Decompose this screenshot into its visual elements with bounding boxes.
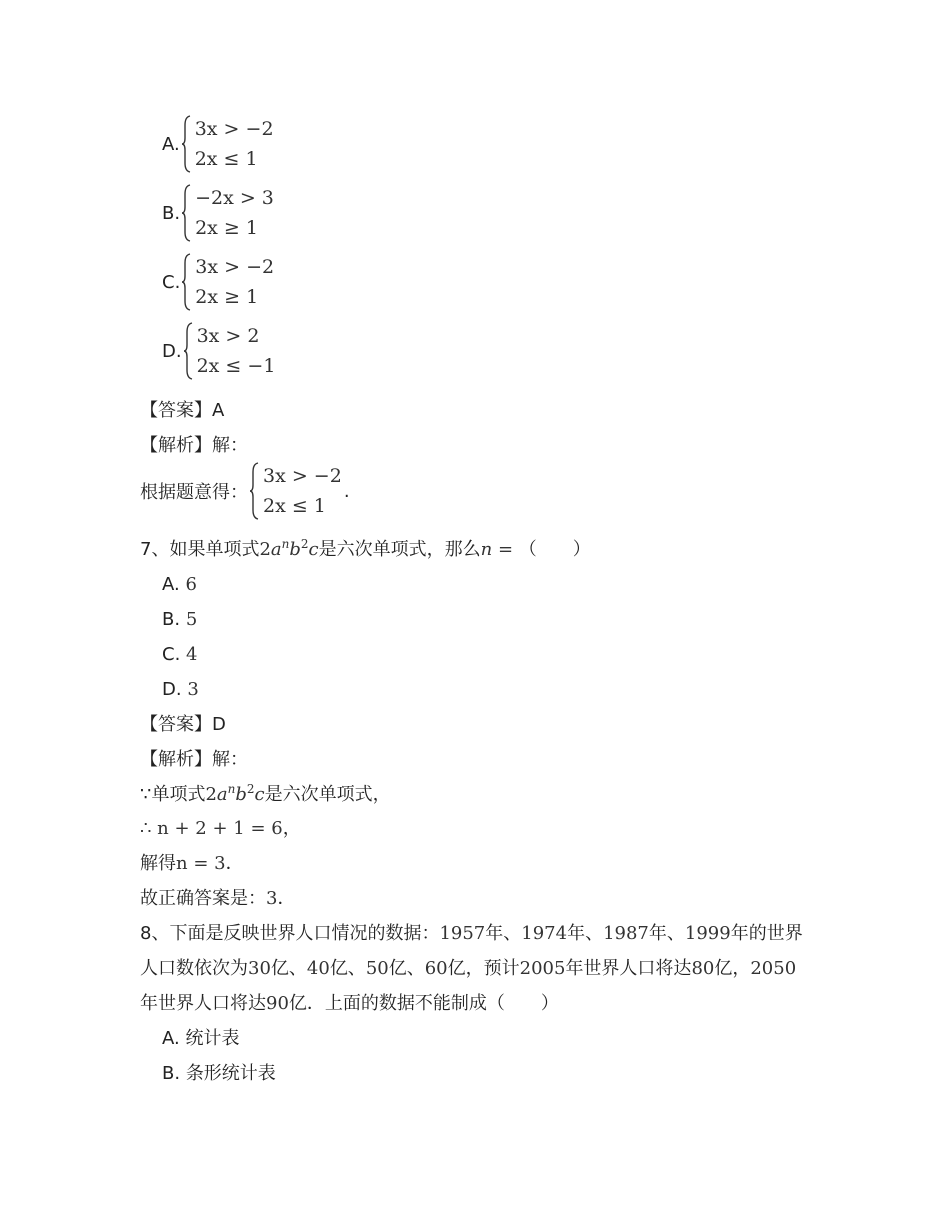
q6-option-d: [162, 321, 275, 381]
option-text: 条形统计表: [185, 1063, 276, 1084]
step-prefix: 解得: [140, 853, 176, 874]
text: 年的世界: [730, 923, 803, 944]
stem-mid: 是六次单项式，那么: [318, 539, 481, 560]
stem-eq: =: [492, 539, 519, 560]
option-label: B.: [162, 202, 181, 224]
text: 年、: [485, 923, 522, 944]
left-brace-icon: [250, 462, 259, 520]
expr-coef: 2: [259, 539, 271, 560]
q7-option-a: [162, 572, 197, 598]
expr-coef: 2: [205, 784, 217, 805]
step-prefix: 故正确答案是：: [140, 888, 266, 909]
q7-analysis: 【解析】解：: [140, 749, 248, 770]
stem-prefix: 7、如果单项式: [140, 539, 260, 560]
q8-option-a: [162, 1026, 239, 1052]
q6-answer: 【答案】A: [140, 400, 225, 421]
option-value: 6: [185, 574, 197, 595]
text: 亿，预计: [447, 958, 520, 979]
inequality-2: 2x ≥ 1: [195, 217, 258, 239]
q7-step-2: [140, 816, 301, 842]
step-expr: ∴ n + 2 + 1 = 6: [140, 818, 283, 839]
inequality-2: 2x ≥ 1: [195, 286, 259, 308]
q7-option-b: [162, 607, 197, 633]
number: 50: [365, 958, 389, 979]
step-suffix: 是六次单项式，: [264, 784, 391, 805]
option-value: 5: [185, 609, 198, 630]
option-label: B.: [162, 609, 181, 630]
q7-step-3: [140, 851, 244, 877]
q7-step-1: [140, 782, 391, 808]
option-text: 统计表: [185, 1028, 240, 1049]
step-expr: n = 3: [176, 853, 226, 874]
number: 30: [248, 958, 271, 979]
expr-a: a: [270, 539, 282, 560]
q7-stem: [140, 537, 591, 563]
number: 90: [266, 993, 289, 1014]
option-label: A.: [162, 574, 180, 595]
q6-option-a: [162, 114, 274, 174]
q6-analysis: 【解析】解：: [140, 435, 248, 456]
text: 8、下面是反映世界人口情况的数据：: [140, 923, 440, 944]
option-label: D.: [162, 340, 182, 362]
number: 80: [691, 958, 715, 979]
text: 人口数依次为: [140, 958, 248, 979]
number: 60: [424, 958, 448, 979]
option-label: C.: [162, 644, 181, 665]
inequality-1: 3x > −2: [194, 118, 274, 140]
q8-option-b: [162, 1061, 276, 1087]
step-prefix: ∵单项式: [140, 784, 206, 805]
step-suffix: ，: [282, 818, 301, 839]
text: 亿、: [388, 958, 425, 979]
q8-stem-line-2: [140, 956, 796, 982]
left-brace-icon: [182, 115, 191, 173]
q6-option-b: [162, 183, 274, 243]
year: 2005: [519, 958, 566, 979]
text: 年世界人口将达: [140, 993, 266, 1014]
option-label: C.: [162, 271, 181, 293]
expr-a: a: [216, 784, 228, 805]
stem-var: n: [480, 539, 493, 560]
expr-2: 2: [246, 782, 255, 796]
expr-b: b: [289, 539, 301, 560]
inequality-1: 3x > −2: [263, 465, 342, 487]
year: 1957: [439, 923, 486, 944]
text: 年、: [567, 923, 604, 944]
number: 40: [306, 958, 330, 979]
q6-option-c: [162, 252, 274, 312]
q7-option-d: [162, 677, 199, 703]
year: 1999: [684, 923, 731, 944]
expr-n: n: [281, 537, 290, 551]
text: 年、: [648, 923, 685, 944]
inequality-1: −2x > 3: [195, 187, 274, 209]
expr-n: n: [227, 782, 236, 796]
q8-stem-line-3: [140, 991, 559, 1017]
expr-c: c: [308, 539, 319, 560]
year: 1987: [603, 923, 649, 944]
inequality-2: 2x ≤ 1: [194, 148, 258, 170]
option-value: 3: [187, 679, 199, 700]
q8-stem-line-1: [140, 921, 803, 947]
option-label: B.: [162, 1063, 181, 1084]
left-brace-icon: [182, 184, 191, 242]
left-brace-icon: [182, 253, 191, 311]
basis-prefix: 根据题意得：: [140, 482, 248, 503]
step-suffix: ．: [225, 853, 244, 874]
option-label: A.: [162, 133, 180, 155]
left-brace-icon: [184, 322, 193, 380]
stem-suffix: （ ）: [518, 539, 591, 560]
inequality-2: 2x ≤ −1: [196, 355, 276, 377]
year: 1974: [521, 923, 568, 944]
expr-b: b: [235, 784, 247, 805]
basis-suffix: .: [343, 480, 350, 502]
q7-answer: 【答案】D: [140, 714, 226, 735]
option-value: 4: [186, 644, 198, 665]
step-value: 3: [266, 888, 278, 909]
expr-c: c: [254, 784, 265, 805]
text: 亿．上面的数据不能制成（ ）: [288, 993, 559, 1014]
inequality-1: 3x > −2: [195, 256, 275, 278]
option-label: A.: [162, 1028, 180, 1049]
step-suffix: ．: [277, 888, 296, 909]
option-label: D.: [162, 679, 182, 700]
text: 亿、: [329, 958, 366, 979]
q7-option-c: [162, 642, 197, 668]
inequality-1: 3x > 2: [196, 325, 260, 347]
expr-2: 2: [300, 537, 309, 551]
text: 年世界人口将达: [565, 958, 692, 979]
q6-basis: [140, 461, 350, 521]
text: 亿，: [714, 958, 751, 979]
inequality-2: 2x ≤ 1: [263, 495, 326, 517]
year: 2050: [750, 958, 797, 979]
text: 亿、: [270, 958, 307, 979]
q7-step-4: [140, 886, 295, 912]
